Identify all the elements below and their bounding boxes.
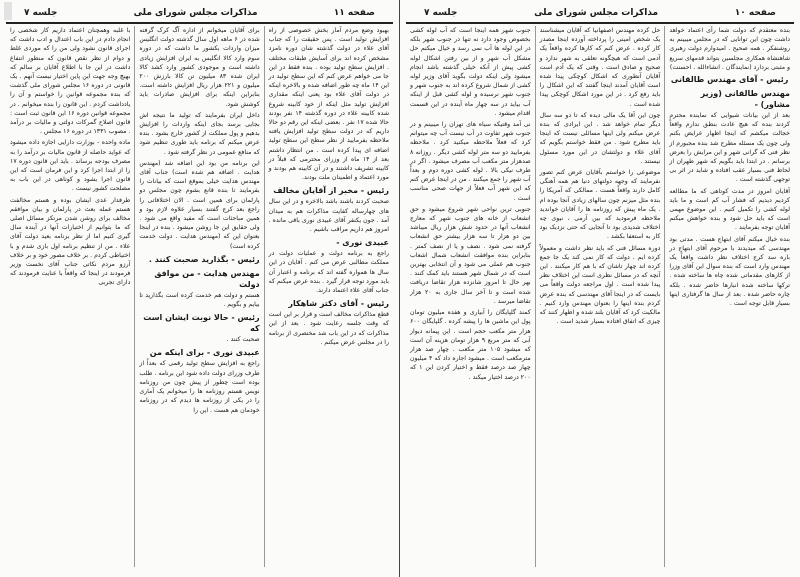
text-column [535, 26, 665, 567]
paragraph: طرفدار عدی ایشان بوده و هستم مخالفت هستم عمله بعث در پارلمان و بیان موافقم مخالف برای روشن شدن مرتکز مسائل اصلی که ما بتوانیم از اختیارات آنها در آینده سال گیری کنیم اما از نظر برنامه بعید دولت آقای علاء . من از تنظیم برنامه اول بازی شدم و با اختیاطی کردم . بر خلاف مصور خود و بر خلاف آرزو مردم نکاتی جناب آقای نخست وزیر فرمودند در اینجا که واقعاً با عنایت فرمودند که دارای تجربی [10, 196, 131, 287]
paragraph: بنده خیال میکنم آقای ابتهاج هست . مدتی بود مهندسی که میدیدند با مرحوم آقای ابتهاج در باره سد کرج اختلاف نظر داشت واقعاً یک مهندس وارد است که بنده سوال این آقای وزرا از کارهای مقدماتی شده چاه ها ساخته شده . ترکها ساخته شده انبارها حاضر شده . بلکه چاره حاضر شده . بعد از سال ها گرفتاری اینها بسیار قابل توجه است . [669, 235, 790, 308]
speaker-heading: رئیس - مخبر از آقایان مخالف [273, 186, 389, 196]
paragraph: برای آقایان میخوانم از اداره آگ کرک گرفته شده در ۶ ماهه اول سال گذشته دولت انگلیس میزان واردات بکشور ما داشت که در دوره سوم وارد کالا انگلیس به ایران افزایش زیادی داشته است و موجودی کشور وارد کشد کالا ایران شده ۸۳ میلیون تن کالا بارزش ۲۰۰ میلیون و ۲۲۱ هزار ریال افزایش داشته است. بنابراین اینکه برای افزایش صادرات باید کوشش شود. [139, 27, 260, 108]
paragraph: بنده معتقدم که دولت شما رأی اعتماد خواهد داشت چون این توانایی که در مجلس میبینم به روشنفکر . همه صحیح . امیدوارم دولت رهبری شاهنشاه همکاری مجلسین بتواند قدمهای سریع و مثبتی بردارد (نمایندگان . انشاءالله . احسنت) [669, 27, 790, 71]
left-page-columns [6, 26, 393, 567]
paragraph: نی آمد وقتیکه سیاه های تهران را میبینم و در جنوب شهر تفاوت در آب نیست آب چه میتوانم کرد که فعلاً ملاحظه میکنید کرد . ملاحظه بفرمایید دو سه متر لوله کشی دیگر . روزانه ۸ صدهزار متر مکعب آب مصرف میشود . اگر در طرف نیکی بالا . لوله کشی دوره دوم و بعداً آب شهر را جمع میکنند . من در اینجا عرض کنم که این شهر آب فعلاً از جهات صحی مناسب است . [409, 121, 531, 202]
paragraph: دوره مسائل فنی که باید نظر داشت و معمولاً کرده ایم . دولت که کار نمی کند یک جا جمع کرده اند چهار تاشان که با هم کار میکنند . این آنچه که در مسائل نظری است این اختلاف نظر پیدا شده است . اول مراجعه دولت واقعاً می بایست که در اینجا آقای مهندسی که بنده عرض کردم بنده اینها را بعنوان مهندس وارد کنیم . مالکیت کرد که آقایان بلند شده و اظهار کنند که چیزی که اتفاق افتاده بسیار شدید است . [539, 244, 661, 326]
page-title: مذاکرات مجلس شورای ملی [534, 8, 659, 18]
paragraph: صحبت کردند باشند باشد بالاخره و در این سال های چهارساله کفایت مذاکرات هم به میدان آمد . جون یکنفر آقای عبیدی نوری باقی مانده . امروز هم داریم مراقب باشیم . [268, 198, 389, 234]
text-column [406, 26, 535, 567]
paragraph: هستم و دولت هم خدمت کرده است بگذارید تا بیایم و بگویم . [139, 291, 260, 309]
speaker-heading: رئیس - آقای مهندس طالقانی [670, 75, 789, 85]
text-column [664, 26, 794, 567]
paragraph: جنوب شهر همه اینجا است که آب لوله کشی بخصوص وجود دارد نه تنها در جنوب شهر بلکه در این لوله ها آب نمی رسد و خیال میکنم حل مشکل آب شهر و از بین رفتن اشکال لوله کشی پیش از آنکه خیلی گذشته باشد انجام میشود ولی اینکه دولت بگوید آقای وزیر لوله کشی از شمال شروع کرده اند به جنوب شهر و جنوب شهر نرسیده و لوله کشی قبل از اینکه آب بیاید در سه چهار ماه آینده در این قسمت اقدام میشود . [409, 27, 531, 117]
paragraph: راجع به افزایش سطح تولید رقمی که بعداً از طرف وزرای دولت داده شود این برنامه . طلب بوده است چطور از پیش چون من روزنامه نویس هستم روزنامه ها را میخوانم یک آماری را در یکی از روزنامه ها دیدم که در روزنامه خودمان هم هست . این را [139, 360, 260, 414]
paragraph: صحبت کنند . [226, 336, 260, 344]
paragraph: حل کرده مهندس اصفهانیا که آقایان میشناسند یک شخص امینی را پرداخته آورده اینجا مصدر کار کرده . عرض کنم که کارها کرده واقعاً یک آدمی است که هیچگونه تعلقی به شهر ندارد و صحیح و صادق است . وقتی که یک آدم است آقایان آنطوری که اشکال کوچکی پیدا شده است آقایان آمدند اینجا گفتند که این اشکال را باید رفع کرد . در این مورد اشکال کوچکی پیدا شده است . [539, 27, 661, 108]
right-page-header [406, 4, 794, 24]
speaker-heading: رئیس - بگذارید صحبت کنند . [148, 254, 260, 264]
paragraph: آقایان امروز در مدت کوتاهی که ما مطالعه کردیم دیدیم که فشار آب کم است و ما باید لوله کشی را تکمیل کنیم . این موضوع مهمی است که باید حل شود و بنده خواهش میکنم آقایان توجه بفرمایند . [669, 187, 790, 232]
speaker-heading: مهندس طالقانی (وزیر مشاور) - [700, 89, 790, 110]
speaker-heading: مهندس هدایت - من موافق دولت [154, 268, 260, 289]
paragraph: قطع مذاکرات مخالف است و قرار بر این است که وقت جلسه رعایت شود . بعد از این مذاکرات که در این باب شد مختصری از برنامه را در مجلس عرض میکنم . [268, 311, 389, 346]
text-column [134, 26, 263, 567]
text-column [264, 26, 393, 567]
paragraph: بعد از این بیانات شیوایی که نماینده محترم کردند بنده که هیچ عادت بنطق ندارم واقعاً خجالت میکشم که اینجا اظهار عرایض بکنم ولی چون یک مسئله مطرح شد بنده مجبورم از نظر فنی که گرانی شهر و این مرایش را بعرض برسانم . در ابتدا باید بگویم که شهر طهران از لحاظ فنی بسیار عقب افتاده و شاید در اثر بی توجهی گذشته است . [669, 112, 790, 184]
session-label: جلسه ۷ [424, 8, 458, 18]
paragraph: راجع به برنامه دولت و عملیات دولت در مملکت مطالبی عرض می کنم . آقایان در این سال ها همواره گفته اند که برنامه و اعتبار آن باید مورد توجه قرار گیرد . بنده عرض میکنم که جناب آقای علاء اعتماد دارند. [268, 250, 389, 295]
paragraph: با غلبه وهمچنان اعتماد داریم کار شخصی را انجام دادم در این باب اعتدال و ادب داشت که اجرای قانون نشود ولی من را که موردی غلط و دوام از نظر نقص قانون که منظور انتفاع داشت در این جا با اطلاع آقایان بر سالم که بهیچ وجه جهت این پاین اختیار نیست آنهم . یک قانونی در دوره ۱۶ مجلس شورای ملی گذشت که بنده مجموعه قوانین را خواستم و آن را یادداشت کردم . این قانون را بنده میخوانم . در مجموعه قوانین دوره ۱۶ این قانون ثبت است : قانون اصلاح گمرکات دولتی و مالیات بر درآمد . مصوب ۱۳۳۱ در دوره ۱۶ مجلس . [10, 27, 131, 136]
speaker-heading: رئیس - آقای دکتر شاهکار [288, 299, 389, 309]
right-page [400, 0, 800, 577]
paragraph: موضوعی را خواستم بآقایان عرض کنم تصور نفرمایند که وجهه دولتهای دنیا هم همه آهنگی کامل دارند واقعاً هست . ممالکی که آمریکا را بنده مثل میزنم چون سالهای زیادی آنجا بوده ام . یک ماه پیش که روزنامه ها را آقایان خواندید ملاحظه فرمودید که بین آرمی ، نیوی چه اختلاف شدیدی بود تا آنجایی که حتی نزدیک بود کار به استعفا بکشد . [539, 169, 661, 241]
right-page-columns [406, 26, 794, 567]
session-label: جلسه ۷ [24, 8, 58, 18]
paragraph: داخل ایران بفرمایند که تولید ما نتیجه اش بجایی برسد بجای اینکه واردات را افزایش بدهیم و پول مملکت از کشور خارج بشود . بنده عرض میکنم که برنامه باید طوری تنظیم شود که منافع عمومی در نظر گرفته شود . [139, 111, 260, 156]
paragraph: این برنامه من بود این اضافه شد (مهندس هدایت . اضافه هم شده است) جناب آقای مهندس هدایت خیلی بموقع است که بیانات را بفرمایند تا بنده قانع بشوم چون مجلس دو پارلمان برای همین است . الان اختلافاتی را راجع بعد کرج گفتند بسیار علاوه لازم بود و همین مباحثات است که مفید واقع می شود . ولی حقایق این جا روشن میشود . بنده در اینجا بعنوان این که (مهندس هدایت . دولت خدمت کرده است) [139, 159, 260, 250]
page-title: مذاکرات مجلس شورای ملی [133, 8, 258, 18]
paragraph: بهبود وضع مردم آمار بخش خصوصی از راه افزایش تولید است . پس حقیقت را که جناب آقای علاء در دولت گذشته شان دوره نامزد مشخص کرده اند برای آسایش طبقات مختلف . افزایش سطح تولید بوده . بنده فقط در این جا می خواهم عرض کنم که این سطح تولید در این ۱۴ ماه چه طور اضافه شده و بالاخره اینکه در دولت آقای علاء بود یعنی اینکه مقداری افزایش تولید مثل اینکه از خود کابینه شروع شده کابینه علاء در دوره گذشته ۱۴ نفر بودند حالا شده ۱۷ نفر . بعضی اینکه این رقم دو حالا داریم که در دولت سطح تولید افزایش یافته ملاحظه بفرمایید از نظر سطح این سطح تولید اضافه ای پیدا کرده است . من انتظار داشتم بعد از ۱۴ ماه از وزرای محترمی که قبلاً در کابینه تشریف داشتند و در آن کابینه هم بودند و مورد اعتماد و اطمینان ملت بودند. [268, 27, 389, 182]
text-column [6, 26, 134, 567]
left-page-header [6, 4, 393, 24]
page-number: صفحه ۱۰ [734, 8, 776, 18]
speaker-heading: رئیس - حالا نوبت ایشان است که [143, 313, 260, 334]
paragraph: چون این آقا یک مالی دیده که تا دو سه سال دیگر تمام خواهد شد . این ایرادی که بنده عرض میکنم ولی اینها مسائلی نیست که اینجا باید مطرح شود . من فقط خواستم بگویم که آقای علاء و دولتشان در این مورد مسئول نیستند . [539, 111, 661, 165]
paragraph: جنوبی ترین نواحی شهر شروع میشود و حق انشعاب از خانه های جنوب شهر که معارج انشعاب آنها در حدود شش هزار ریال میباشد بین دو هزار تا سه هزار بیشتر حق انشعاب گرفته نمی شود . نصف و یا از نصف کمتر . بنابراین بنده موافقت انشعاب شمال اشعاب جنوب هم عملی می شود و آن انتخابی بهترین است که در شمال شهر هستند باید کمک کنند . بهر حال تا امروز شانزده هزار تقاضا دریافت شده است و تا آخر سال جاری به ۲۰ هزار تقاضا میرسد . [409, 205, 531, 305]
paragraph: ماده واحده - بوزارت دارایی اجازه داده میشود که عواید حاصله از قانون مالیات بر درآمد را به مصرف بودجه برساند . باید این قانون دوره ۱۷ را از ابتدا اجرا کرد و این فرمان است که این قانون اجرا بشود و کوتاهی در این باب به مصلحت کشور نیست . [10, 139, 131, 193]
paragraph: کمند گلپایگان را آبیاری و هفده میلیون تومان پول این ماشین ها را پیشه کرده . گلپایگان ۶۰۰ هزار متر مکعب حجم است . این پیمانه دیوار آبی که متر مربع ۹ هزار تومان هزینه آن است که میشود ۱۰۵ متر مکعب . چهار صد هزار مترمکعب است . میشود اجاره داد که ۴ میلیون چهار صد درصد فقط و اختیار کردن این ۱ که ۲۰۰ درصد اختیار میکند . [409, 309, 531, 381]
speaker-heading: عبیدی نوری - برای اینکه من [149, 348, 260, 358]
speaker-heading: عبیدی نوری - [336, 238, 389, 248]
page-number: صفحه ۱۱ [333, 8, 375, 18]
